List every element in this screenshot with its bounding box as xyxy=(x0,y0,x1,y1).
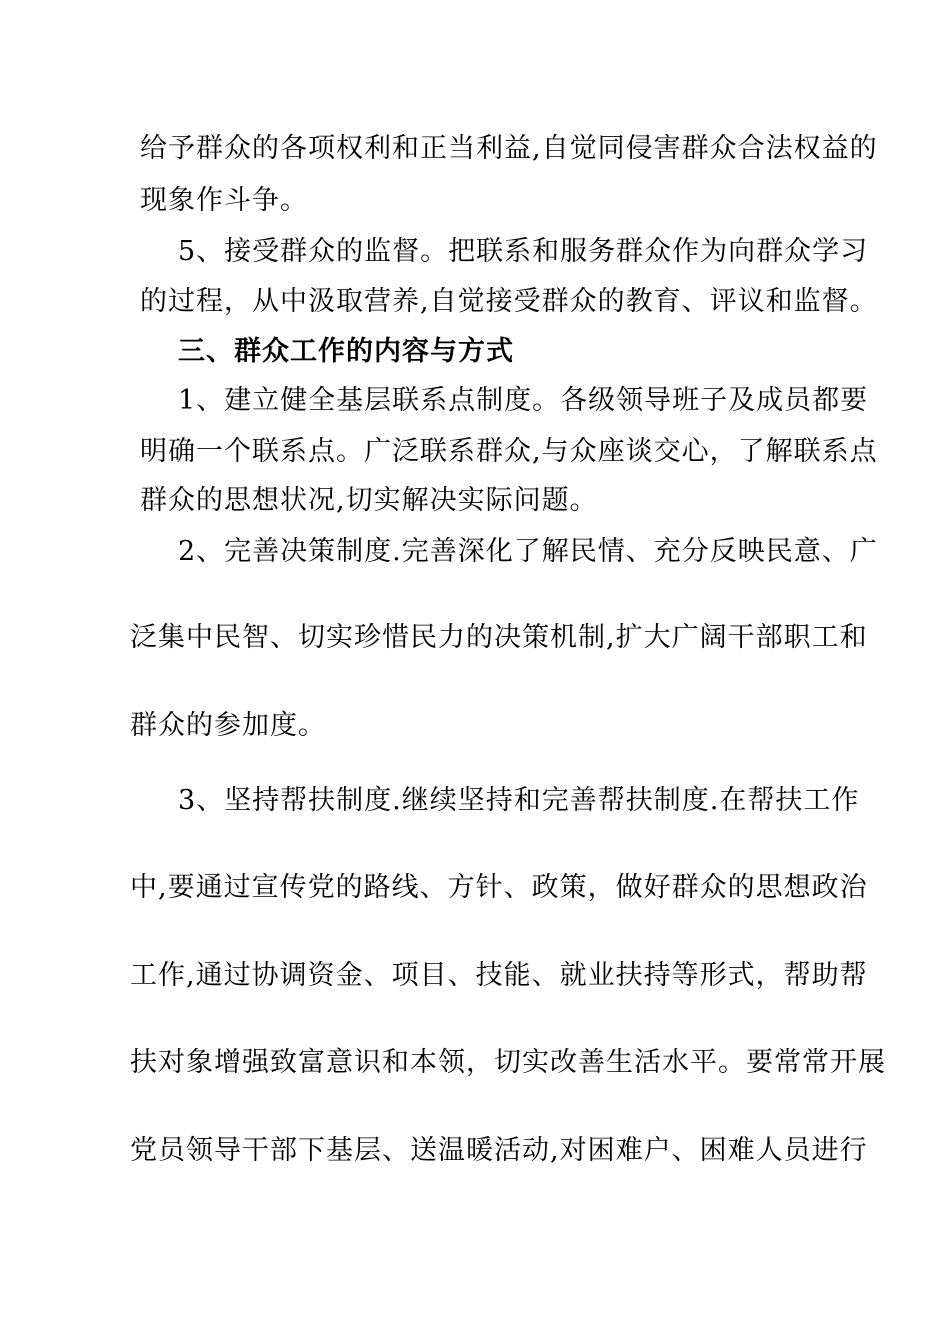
paragraph-line-16: 党员领导干部下基层、送温暖活动,对困难户、困难人员进行 xyxy=(130,1135,868,1166)
paragraph-line-1: 给予群众的各项权利和正当利益,自觉同侵害群众合法权益的 xyxy=(140,133,878,164)
paragraph-line-14: 工作,通过协调资金、项目、技能、就业扶持等形式，帮助帮 xyxy=(130,960,868,991)
paragraph-line-13: 中,要通过宣传党的路线、方针、政策，做好群众的思想政治 xyxy=(130,872,868,903)
paragraph-line-8: 群众的思想状况,切实解决实际问题。 xyxy=(140,485,598,516)
paragraph-line-3: 5、接受群众的监督。把联系和服务群众作为向群众学习 xyxy=(178,236,869,267)
paragraph-line-15: 扶对象增强致富意识和本领，切实改善生活水平。要常常开展 xyxy=(130,1047,886,1078)
section-heading: 三、群众工作的内容与方式 xyxy=(178,336,514,367)
paragraph-line-4: 的过程，从中汲取营养,自觉接受群众的教育、评议和监督。 xyxy=(140,286,878,317)
paragraph-line-9: 2、完善决策制度.完善深化了解民情、充分反映民意、广 xyxy=(178,536,878,567)
paragraph-line-12: 3、坚持帮扶制度.继续坚持和完善帮扶制度.在帮扶工作 xyxy=(178,785,860,816)
paragraph-line-6: 1、建立健全基层联系点制度。各级领导班子及成员都要 xyxy=(178,385,869,416)
paragraph-line-2: 现象作斗争。 xyxy=(140,185,308,216)
paragraph-line-7: 明确一个联系点。广泛联系群众,与众座谈交心，了解联系点 xyxy=(140,436,878,467)
paragraph-line-11: 群众的参加度。 xyxy=(130,710,326,741)
paragraph-line-10: 泛集中民智、切实珍惜民力的决策机制,扩大广阔干部职工和 xyxy=(130,622,868,653)
